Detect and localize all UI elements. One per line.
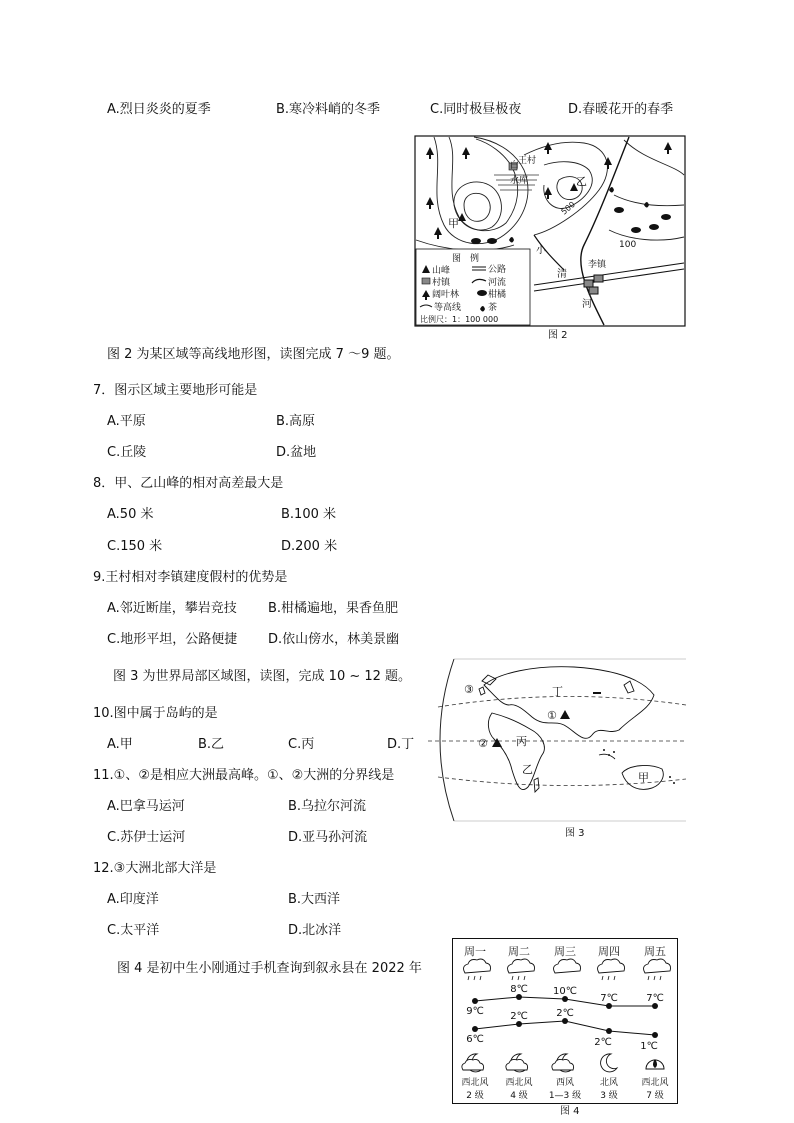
q9-option-b: B.柑橘遍地，果香鱼肥 bbox=[268, 601, 399, 616]
legend-river: 河流 bbox=[488, 278, 507, 288]
q7-option-a: A.平原 bbox=[107, 414, 146, 429]
cloud-rain-icon bbox=[644, 959, 671, 980]
legend-title: 图 例 bbox=[452, 254, 480, 264]
wind-direction: 北风 bbox=[599, 1078, 619, 1088]
wind-direction: 西北风 bbox=[505, 1078, 533, 1088]
map-label-jia: 甲 bbox=[638, 771, 649, 784]
q7-stem: 7．图示区域主要地形可能是 bbox=[93, 383, 258, 398]
map-label-xiao: 小 bbox=[536, 245, 546, 256]
figure-3-caption: 图 3 bbox=[565, 828, 585, 839]
high-temp-label: 9℃ bbox=[466, 1006, 484, 1017]
low-temp-label: 2℃ bbox=[510, 1011, 528, 1022]
q10-stem: 10.图中属于岛屿的是 bbox=[93, 706, 218, 721]
moon-cloud-icon bbox=[462, 1054, 484, 1072]
rain-night-icon bbox=[646, 1059, 664, 1069]
q9-option-d: D.依山傍水，林美景幽 bbox=[268, 632, 400, 647]
low-temp-label: 2℃ bbox=[594, 1037, 612, 1048]
map-label-1: ① bbox=[547, 709, 557, 722]
legend-citrus: 柑橘 bbox=[488, 290, 507, 300]
day-name: 周五 bbox=[644, 945, 666, 958]
day-name: 周三 bbox=[554, 945, 576, 958]
map-label-yi: 乙 bbox=[522, 763, 533, 776]
q8-option-a: A.50 米 bbox=[107, 507, 154, 522]
q7-option-c: C.丘陵 bbox=[107, 445, 147, 460]
town-icon bbox=[422, 278, 430, 284]
legend-town: 村镇 bbox=[432, 278, 451, 288]
high-temp-point bbox=[472, 998, 478, 1004]
moon-icon bbox=[601, 1054, 617, 1072]
map-label-wangcun: 王村 bbox=[518, 156, 537, 166]
q12-option-d: D.北冰洋 bbox=[288, 923, 342, 938]
q6-option-d: D.春暖花开的春季 bbox=[568, 102, 674, 117]
wind-direction: 西北风 bbox=[641, 1078, 669, 1088]
q8-stem: 8．甲、乙山峰的相对高差最大是 bbox=[93, 476, 284, 491]
low-temp-point bbox=[652, 1032, 658, 1038]
q11-option-b: B.乌拉尔河流 bbox=[288, 799, 367, 814]
low-temp-label: 1℃ bbox=[640, 1041, 658, 1052]
q9-stem: 9.王村相对李镇建度假村的优势是 bbox=[93, 570, 288, 585]
wind-direction: 西风 bbox=[555, 1078, 575, 1088]
q11-option-c: C.苏伊士运河 bbox=[107, 830, 186, 845]
figure-3-world-map bbox=[424, 655, 688, 825]
map-label-bai: 白 bbox=[510, 161, 520, 171]
figure-3-intro: 图 3 为世界局部区域图，读图，完成 10 ~ 12 题。 bbox=[113, 669, 412, 684]
figure-2-caption: 图 2 bbox=[548, 330, 568, 341]
wind-level: 3 级 bbox=[600, 1091, 618, 1101]
map-label-jia: 甲 bbox=[448, 217, 459, 230]
map-label-he: 河 bbox=[582, 299, 592, 310]
day-name: 周一 bbox=[464, 945, 486, 958]
q10-option-a: A.甲 bbox=[107, 737, 133, 752]
map-label-bing: 丙 bbox=[516, 735, 527, 748]
figure-4-caption: 图 4 bbox=[560, 1106, 580, 1117]
high-temp-label: 7℃ bbox=[600, 993, 618, 1004]
q11-option-a: A.巴拿马运河 bbox=[107, 799, 185, 814]
moon-cloud-icon bbox=[552, 1054, 574, 1072]
low-temp-label: 2℃ bbox=[556, 1008, 574, 1019]
map-label-reservoir: 水库 bbox=[510, 176, 529, 186]
q9-option-c: C.地形平坦，公路便捷 bbox=[107, 632, 238, 647]
q12-option-b: B.大西洋 bbox=[288, 892, 341, 907]
citrus-icon bbox=[477, 290, 487, 296]
wind-level: 7 级 bbox=[646, 1091, 664, 1101]
cloud-icon bbox=[554, 959, 581, 973]
day-name: 周二 bbox=[508, 945, 530, 958]
q6-option-a: A.烈日炎炎的夏季 bbox=[107, 102, 211, 117]
high-temp-label: 8℃ bbox=[510, 984, 528, 995]
q10-option-c: C.丙 bbox=[288, 737, 315, 752]
map-label-qing: 清 bbox=[557, 269, 567, 280]
legend-road: 公路 bbox=[488, 265, 507, 275]
moon-cloud-icon bbox=[506, 1054, 528, 1072]
q8-option-b: B.100 米 bbox=[281, 507, 336, 522]
legend-tea: 茶 bbox=[488, 303, 498, 313]
legend-contour: 等高线 bbox=[434, 303, 462, 313]
figure-4-intro: 图 4 是初中生小刚通过手机查询到叙永县在 2022 年 bbox=[117, 961, 422, 976]
map-label-lizhen: 李镇 bbox=[588, 260, 607, 270]
q8-option-c: C.150 米 bbox=[107, 539, 163, 554]
day-name: 周四 bbox=[598, 945, 620, 958]
q6-option-b: B.寒冷料峭的冬季 bbox=[276, 102, 381, 117]
wind-level: 2 级 bbox=[466, 1091, 484, 1101]
figure-4-weather-forecast bbox=[452, 938, 678, 1104]
high-temp-label: 10℃ bbox=[553, 986, 577, 997]
figure-2-contour-map bbox=[414, 135, 686, 327]
wind-direction: 西北风 bbox=[461, 1078, 489, 1088]
wind-level: 4 级 bbox=[510, 1091, 528, 1101]
map-label-contour-500: 500 bbox=[559, 199, 577, 217]
q12-option-c: C.太平洋 bbox=[107, 923, 160, 938]
q11-option-d: D.亚马孙河流 bbox=[288, 830, 368, 845]
q8-option-d: D.200 米 bbox=[281, 539, 338, 554]
map-label-ding: 丁 bbox=[552, 685, 563, 698]
cloud-rain-icon bbox=[598, 959, 625, 980]
map-label-3: ③ bbox=[464, 683, 474, 696]
cloud-rain-icon bbox=[464, 959, 491, 980]
legend-peak: 山峰 bbox=[432, 266, 451, 276]
high-temp-label: 7℃ bbox=[646, 993, 664, 1004]
wind-level: 1—3 级 bbox=[548, 1091, 582, 1101]
low-temp-point bbox=[472, 1026, 478, 1032]
figure-2-intro: 图 2 为某区域等高线地形图，读图完成 7 ～9 题。 bbox=[107, 347, 400, 362]
legend-forest: 阔叶林 bbox=[432, 290, 460, 300]
q7-option-d: D.盆地 bbox=[276, 445, 317, 460]
q11-stem: 11.①、②是相应大洲最高峰。①、②大洲的分界线是 bbox=[93, 768, 395, 783]
q10-option-b: B.乙 bbox=[198, 737, 225, 752]
q9-option-a: A.邻近断崖，攀岩竞技 bbox=[107, 601, 237, 616]
legend-scale: 比例尺：1：100 000 bbox=[420, 315, 499, 324]
q6-option-c: C.同时极昼极夜 bbox=[430, 102, 522, 117]
q12-option-a: A.印度洋 bbox=[107, 892, 159, 907]
q12-stem: 12.③大洲北部大洋是 bbox=[93, 861, 217, 876]
q7-option-b: B.高原 bbox=[276, 414, 316, 429]
map-label-2: ② bbox=[478, 737, 488, 750]
q10-option-d: D.丁 bbox=[387, 737, 415, 752]
cloud-rain-icon bbox=[508, 959, 535, 980]
map-label-contour-100: 100 bbox=[619, 240, 637, 250]
low-temp-label: 6℃ bbox=[466, 1034, 484, 1045]
map-label-yi: 乙 bbox=[576, 175, 587, 188]
low-temp-point bbox=[606, 1028, 612, 1034]
